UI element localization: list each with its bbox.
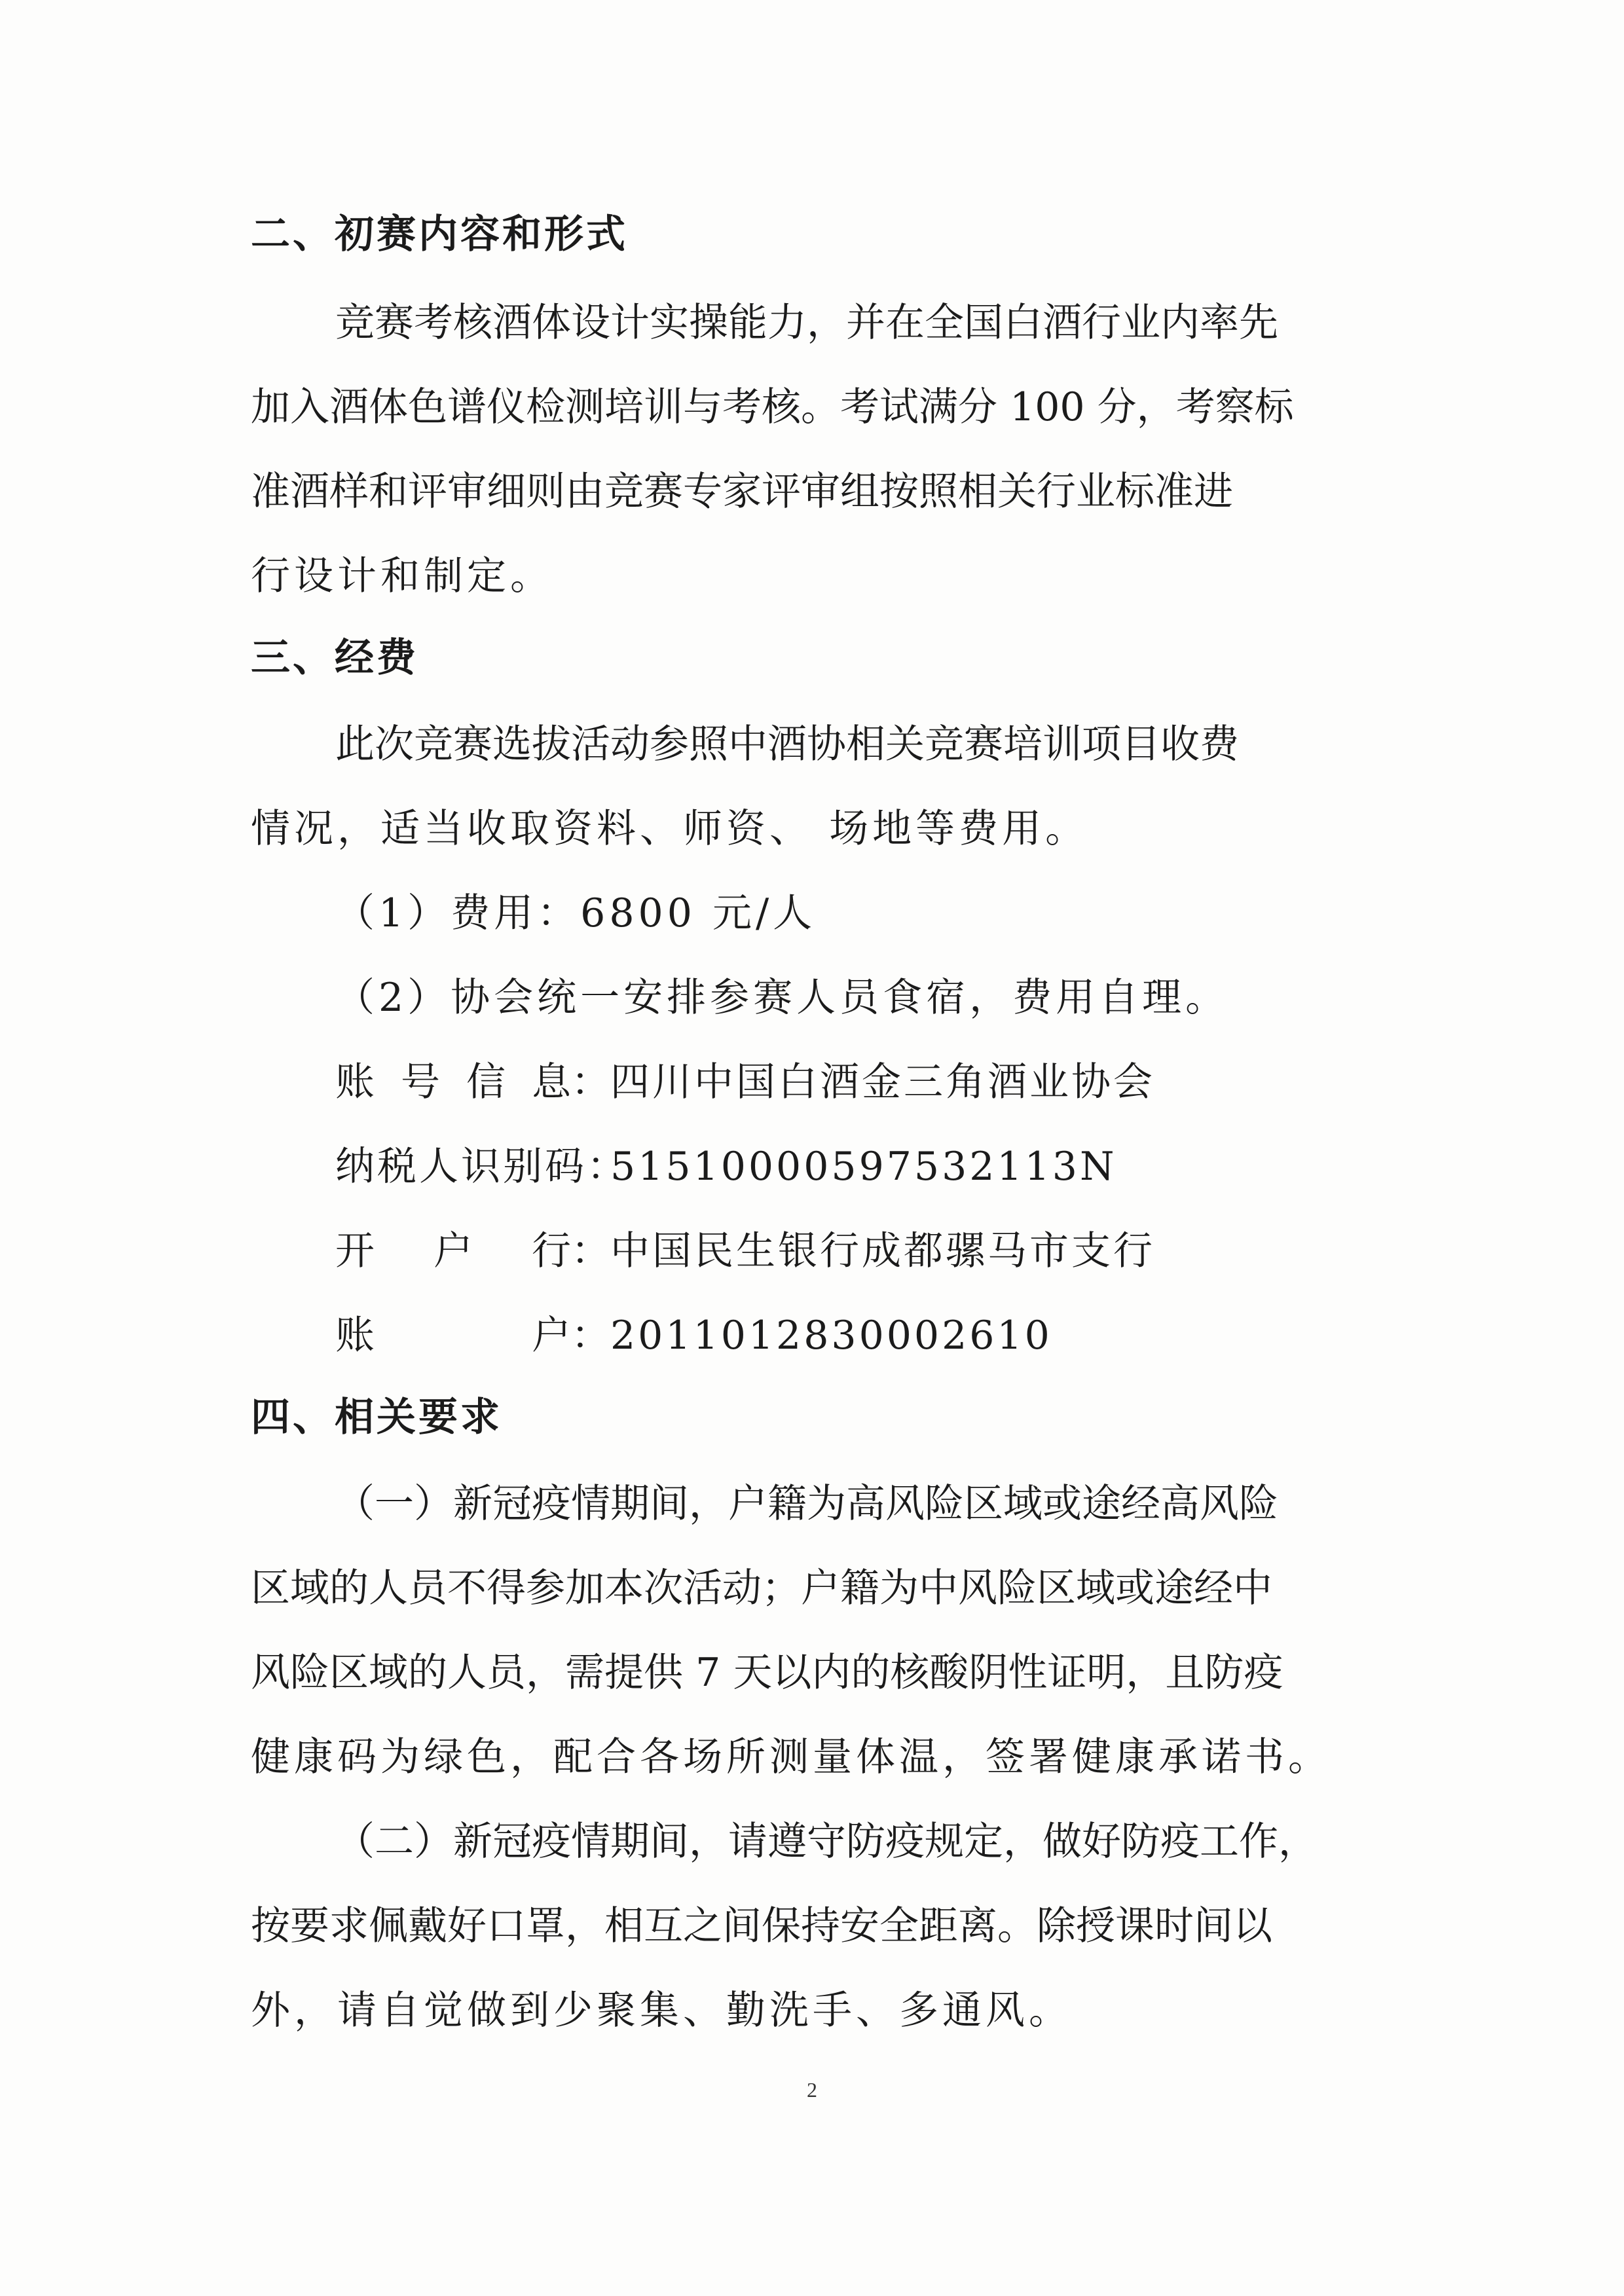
tax-id-value: 51510000597532113N xyxy=(610,1144,1117,1190)
requirement-line: （二）新冠疫情期间，请遵守防疫规定，做好防疫工作， xyxy=(335,1819,1318,1865)
lodging-item: （2）协会统一安排参赛人员食宿，费用自理。 xyxy=(335,975,1229,1021)
paragraph-line: 竞赛考核酒体设计实操能力，并在全国白酒行业内率先 xyxy=(335,300,1278,346)
page-number: 2 xyxy=(807,2078,817,2102)
requirement-line: 区域的人员不得参加本次活动；户籍为中风险区域或途经中 xyxy=(251,1565,1272,1611)
account-name-label: 账 号 信 息： xyxy=(335,1059,610,1105)
fee-item: （1）费用：6800 元/人 xyxy=(335,890,817,936)
requirement-line: （一）新冠疫情期间，户籍为高风险区域或途经高风险 xyxy=(335,1481,1278,1527)
tax-id-label: 纳税人识别码： xyxy=(335,1144,629,1190)
paragraph-line: 准酒样和评审细则由竞赛专家评审组按照相关行业标准进 xyxy=(251,469,1233,515)
bank-row xyxy=(335,1225,1155,1277)
paragraph-line: 加入酒体色谱仪检测培训与考核。考试满分 100 分，考察标 xyxy=(251,384,1294,430)
paragraph-line: 情况，适当收取资料、师资、 场地等费用。 xyxy=(251,806,1089,852)
account-number-row xyxy=(335,1309,1052,1362)
tax-id-row xyxy=(335,1140,1116,1193)
requirement-line: 健康码为绿色，配合各场所测量体温，签署健康承诺书。 xyxy=(251,1734,1331,1780)
section-heading-4: 四、相关要求 xyxy=(251,1394,502,1440)
account-number-value: 2011012830002610 xyxy=(610,1313,1052,1358)
bank-value: 中国民生银行成都骡马市支行 xyxy=(610,1228,1155,1274)
requirement-line: 按要求佩戴好口罩，相互之间保持安全距离。除授课时间以 xyxy=(251,1903,1272,1949)
paragraph-line: 行设计和制定。 xyxy=(251,553,553,599)
requirement-line: 外，请自觉做到少聚集、勤洗手、多通风。 xyxy=(251,1988,1072,2033)
account-name-value: 四川中国白酒金三角酒业协会 xyxy=(610,1059,1155,1105)
paragraph-line: 此次竞赛选拔活动参照中酒协相关竞赛培训项目收费 xyxy=(335,721,1239,767)
section-heading-2: 二、初赛内容和形式 xyxy=(251,211,628,257)
account-name-row xyxy=(335,1056,1155,1108)
bank-label: 开 户 行： xyxy=(335,1228,610,1274)
requirement-line: 风险区域的人员，需提供 7 天以内的核酸阴性证明，且防疫 xyxy=(251,1650,1283,1696)
section-heading-3: 三、经费 xyxy=(251,635,418,681)
account-number-label: 账 户： xyxy=(335,1313,610,1358)
